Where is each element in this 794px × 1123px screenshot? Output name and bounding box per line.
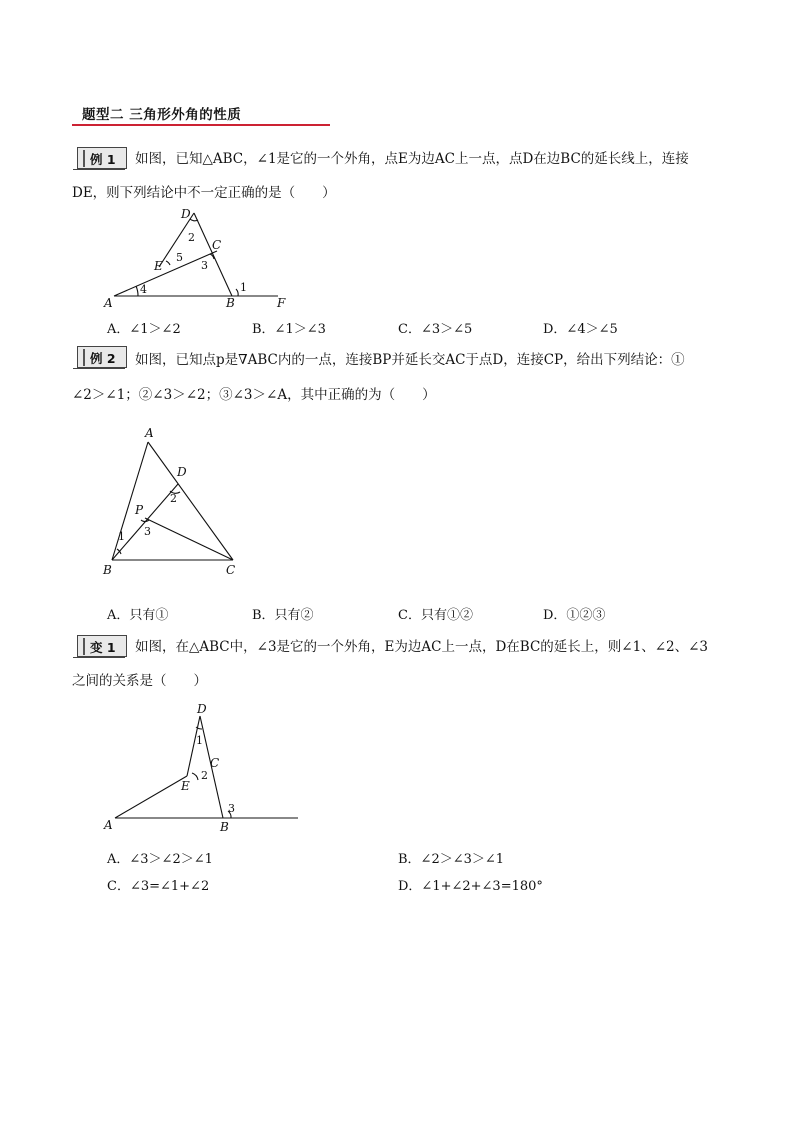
- example-2-option-a[interactable]: A．只有①: [107, 608, 169, 623]
- variation-1-option-d[interactable]: D．∠1+∠2+∠3=180°: [398, 879, 543, 894]
- variation-1-figure: [100, 698, 305, 838]
- fig3-angle-label: 3: [228, 802, 235, 815]
- fig1-angle-label: 3: [201, 259, 208, 272]
- fig3-angle-label: 1: [196, 734, 203, 747]
- example-1-option-a[interactable]: A．∠1＞∠2: [107, 322, 181, 337]
- fig1-angle-label: 5: [176, 251, 183, 264]
- example-2-tag-label: 例 2: [90, 351, 116, 366]
- fig3-point-label: C: [210, 756, 220, 770]
- example-1-tag: [77, 147, 127, 169]
- fig2-point-label: P: [135, 503, 144, 517]
- fig2-angle-label: 2: [170, 492, 177, 505]
- variation-1-question-line1: 如图，在△ABC中，∠3是它的一个外角，E为边AC上一点，D在BC的延长上，则∠1、∠2、∠3: [135, 639, 708, 655]
- fig2-angle-label: 1: [118, 530, 125, 543]
- fig3-point-label: A: [104, 818, 113, 832]
- fig1-point-label: B: [226, 296, 235, 310]
- example-2-option-b[interactable]: B．只有②: [252, 608, 314, 623]
- example-2-question-line1: 如图，已知点p是∇ABC内的一点，连接BP并延长交AC于点D，连接CP，给出下列结论：①: [135, 352, 685, 368]
- fig3-point-label: E: [181, 779, 190, 793]
- example-2-option-c[interactable]: C．只有①②: [398, 608, 473, 623]
- fig1-point-label: F: [277, 296, 286, 310]
- fig3-point-label: D: [197, 702, 207, 716]
- variation-1-option-c[interactable]: C．∠3=∠1+∠2: [107, 879, 210, 894]
- fig2-point-label: B: [103, 563, 112, 577]
- variation-1-question-line2: 之间的关系是（ ）: [72, 673, 207, 689]
- fig1-point-label: E: [154, 259, 163, 273]
- example-1-question-line2: DE，则下列结论中不一定正确的是（ ）: [72, 185, 336, 201]
- fig2-angle-label: 3: [144, 525, 151, 538]
- example-1-option-b[interactable]: B．∠1＞∠3: [252, 322, 326, 337]
- fig2-point-label: C: [226, 563, 236, 577]
- example-1-question-line1: 如图，已知△ABC，∠1是它的一个外角，点E为边AC上一点，点D在边BC的延长线上，连接: [135, 151, 689, 167]
- fig2-point-label: D: [177, 465, 187, 479]
- example-1-tag-label: 例 1: [90, 152, 116, 167]
- example-1-option-c[interactable]: C．∠3＞∠5: [398, 322, 473, 337]
- heading-underline: [72, 124, 330, 126]
- fig1-angle-label: 2: [188, 231, 195, 244]
- example-2-question-line2: ∠2＞∠1；②∠3＞∠2；③∠3＞∠A，其中正确的为（ ）: [72, 387, 436, 403]
- variation-1-option-a[interactable]: A．∠3＞∠2＞∠1: [107, 852, 213, 867]
- fig1-point-label: C: [212, 238, 222, 252]
- fig1-angle-label: 4: [140, 283, 147, 296]
- example-1-figure: [100, 203, 300, 313]
- fig1-angle-label: 1: [240, 281, 247, 294]
- variation-1-option-b[interactable]: B．∠2＞∠3＞∠1: [398, 852, 505, 867]
- example-1-option-d[interactable]: D．∠4＞∠5: [543, 322, 618, 337]
- example-2-figure: [95, 422, 255, 582]
- variation-1-tag-label: 变 1: [90, 640, 116, 655]
- fig3-point-label: B: [220, 820, 229, 834]
- fig1-point-label: D: [181, 207, 191, 221]
- fig2-point-label: A: [145, 426, 154, 440]
- example-2-option-d[interactable]: D．①②③: [543, 608, 606, 623]
- section-heading: 题型二 三角形外角的性质: [82, 107, 242, 123]
- fig1-point-label: A: [104, 296, 113, 310]
- variation-1-tag: [77, 635, 127, 657]
- example-2-tag: [77, 346, 127, 368]
- fig3-angle-label: 2: [201, 769, 208, 782]
